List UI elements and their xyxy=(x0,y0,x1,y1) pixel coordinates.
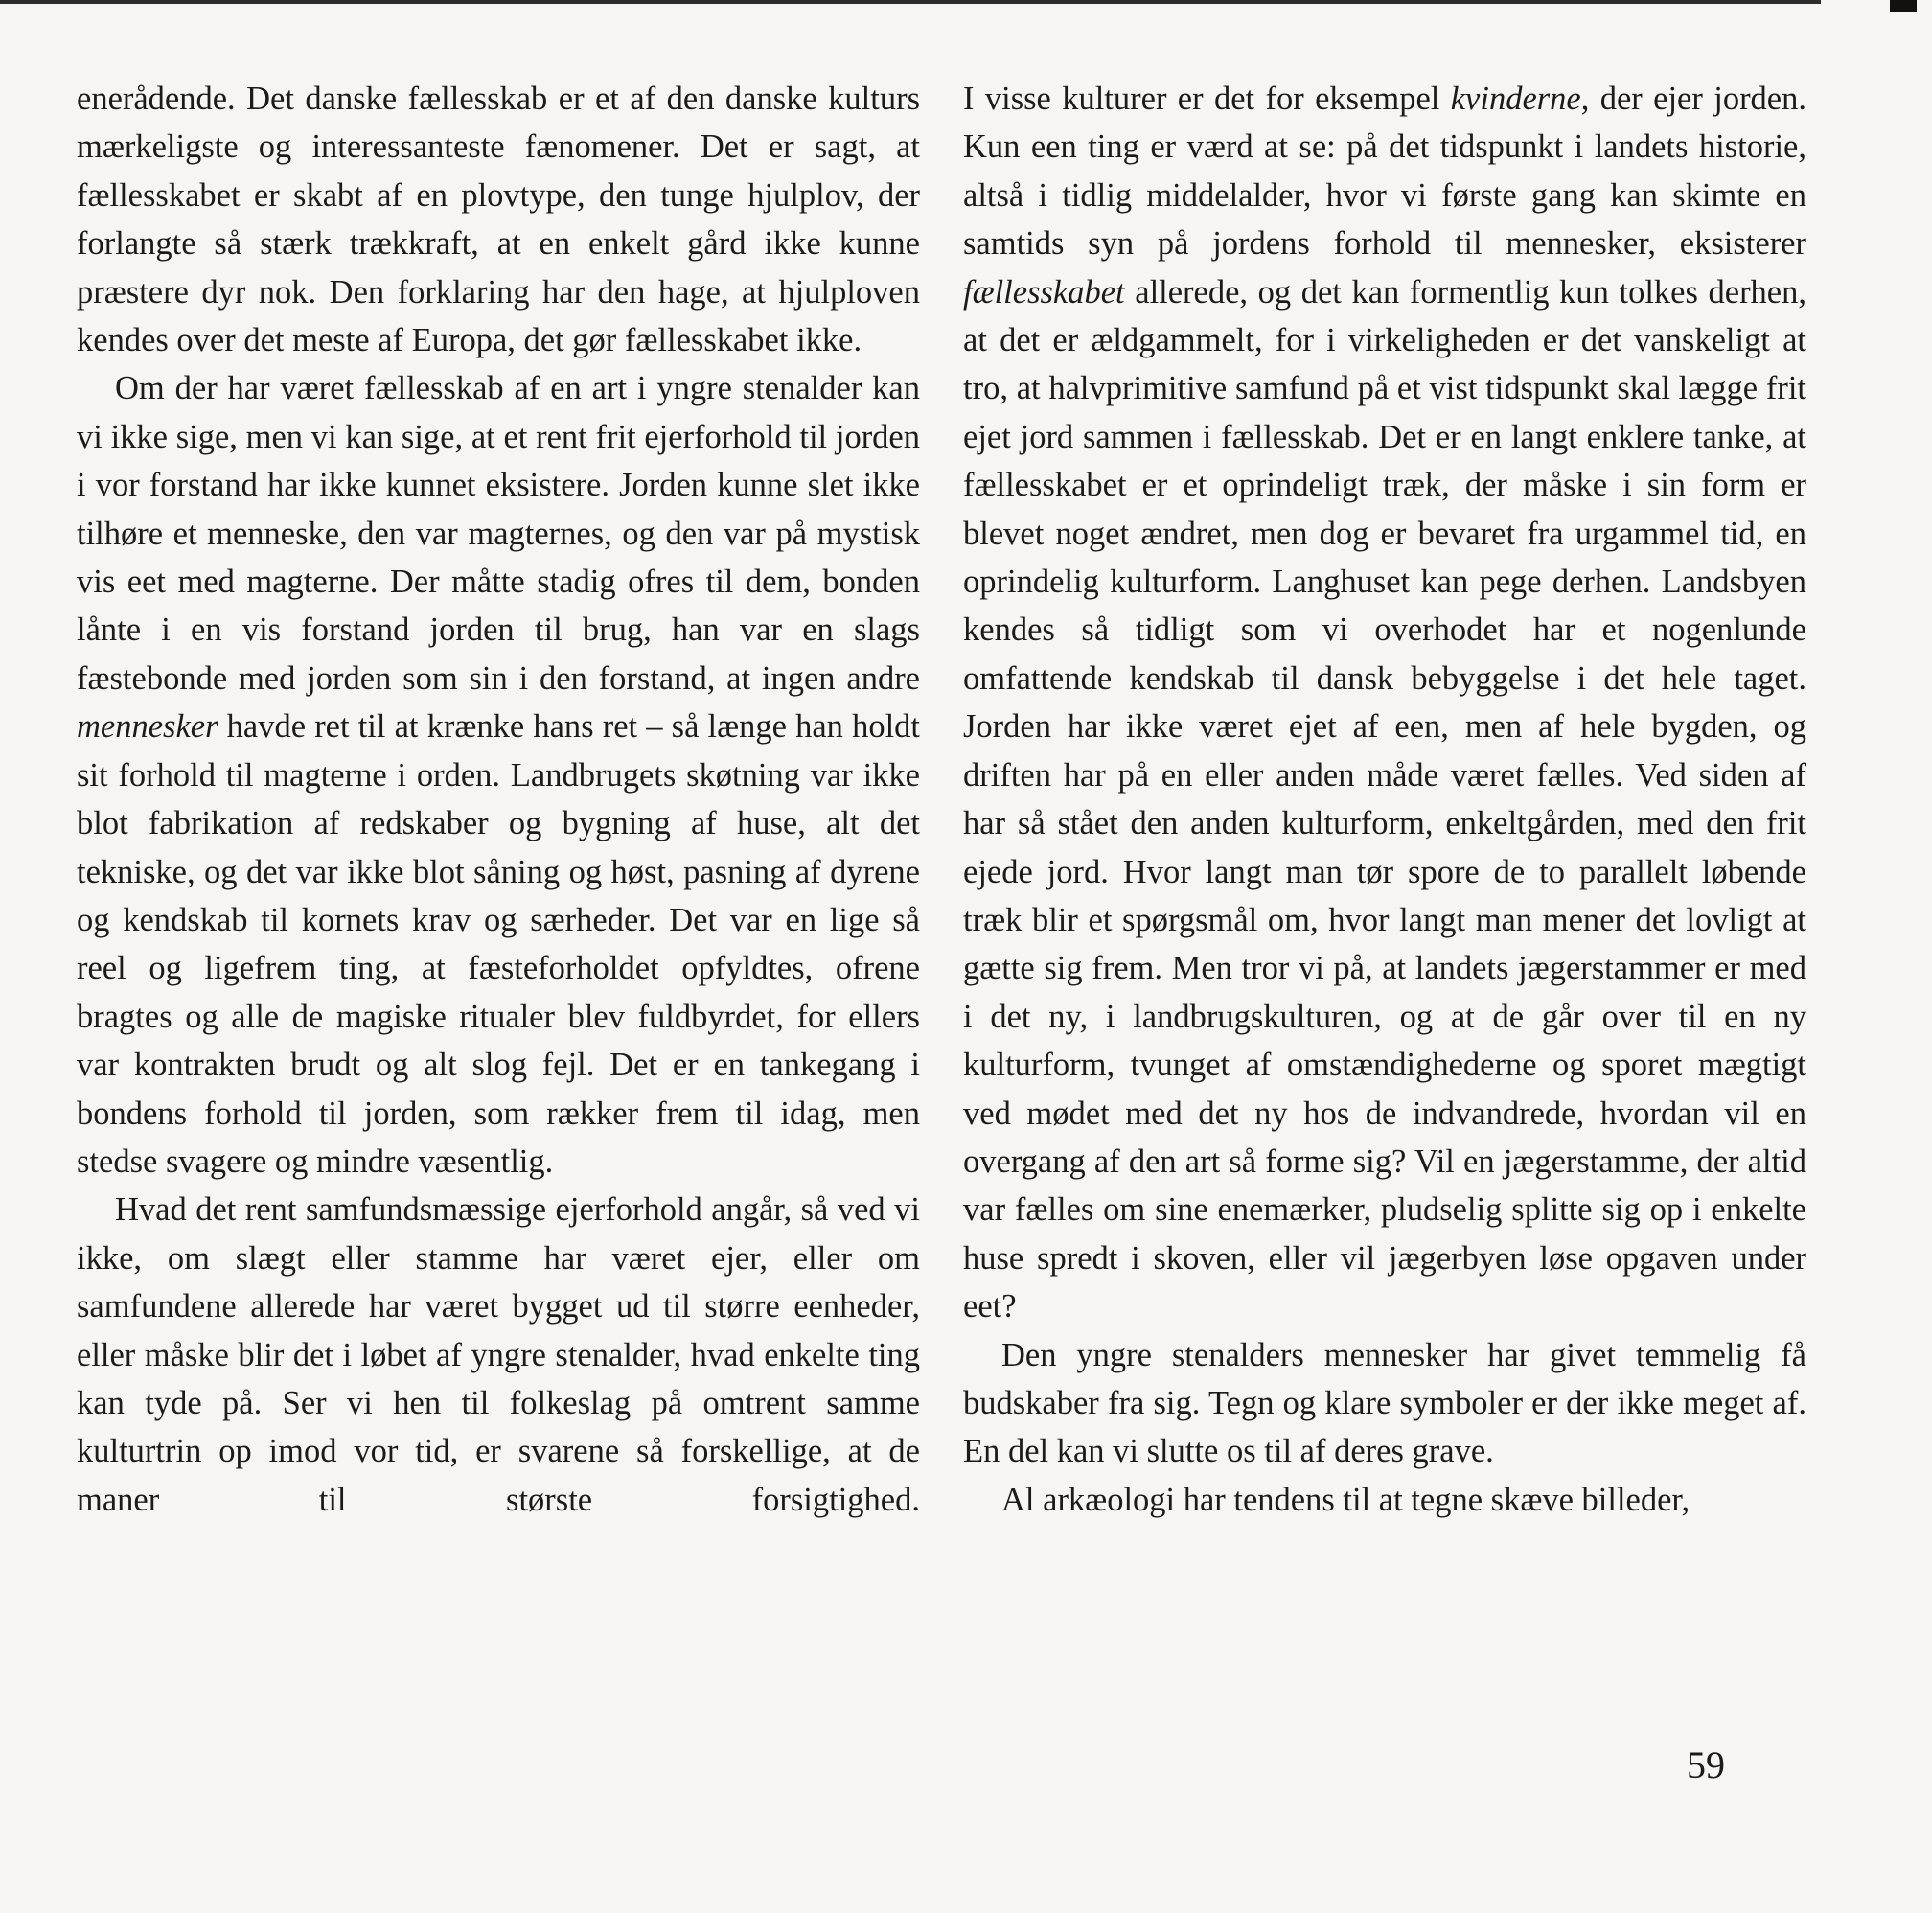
text-run: , der ejer jorden. Kun een ting er værd at se: på det tidspunkt i landets historie, altså i tidlig middelalder, hvor vi første gang kan skimte en samtids syn på jordens forhold til mennesker, eksisterer xyxy=(963,81,1806,263)
right-text-column xyxy=(963,75,1806,1524)
text-run: Hvad det rent samfundsmæssige ejerforhold angår, så ved vi ikke, om slægt eller stamme har været ejer, eller om samfundene allerede har været bygget ud til større eenheder, eller måske blir det i løbet af yngre stenalder, hvad enkelte ting kan tyde på. Ser vi hen til folkeslag på omtrent samme kulturtrin op imod vor tid, er svarene så forskellige, at de maner til største forsigtighed. xyxy=(77,1191,920,1518)
text-run: Al arkæologi har tendens til at tegne skæve billeder, xyxy=(1001,1481,1690,1518)
paragraph xyxy=(963,1476,1806,1524)
text-run: I visse kulturer er det for eksempel xyxy=(963,81,1451,117)
paragraph xyxy=(77,1186,920,1524)
text-run: Den yngre stenalders mennesker har givet temmelig få budskaber fra sig. Tegn og klare symboler er der ikke meget af. En del kan vi slutte os til af deres grave. xyxy=(963,1336,1806,1470)
italic-text-run: mennesker xyxy=(77,708,218,746)
text-run: Om der har været fællesskab af en art i yngre stenalder kan vi ikke sige, men vi kan sige, at et rent frit ejerforhold til jorden i vor forstand har ikke kunnet eksistere. Jorden kunne slet ikke tilhøre et menneske, den var magternes, og den var på mystisk vis eet med magterne. Der måtte stadig ofres til dem, bonden lånte i en vis forstand jorden til brug, han var en slags fæstebonde med jorden som sin i den forstand, at ingen andre xyxy=(77,370,920,697)
paragraph xyxy=(963,1331,1806,1476)
italic-text-run: kvinderne xyxy=(1450,81,1581,117)
italic-text-run: fællesskabet xyxy=(963,273,1125,311)
text-run: enerådende. Det danske fællesskab er et af den danske kulturs mærkeligste og interessanteste fænomener. Det er sagt, at fællesskabet er skabt af en plovtype, den tunge hjulplov, der forlangte så stærk trækkraft, at en enkelt gård ikke kunne præstere dyr nok. Den forklaring har den hage, at hjulploven kendes over det meste af Europa, det gør fællesskabet ikke. xyxy=(77,81,920,359)
page-number: 59 xyxy=(1687,1743,1725,1786)
text-run: havde ret til at krænke hans ret – så længe han holdt sit forhold til magterne i orden. Landbrugets skøtning var ikke blot fabrikation af redskaber og bygning af huse, alt det tekniske, og det var ikke blot såning og høst, pasning af dyrene og kendskab til kornets krav og særheder. Det var en lige så reel og ligefrem ting, at fæsteforholdet opfyldtes, ofrene bragtes og alle de magiske ritualer blev fuldbyrdet, for ellers var kontrakten brudt og alt slog fejl. Det er en tankegang i bondens forhold til jorden, som rækker frem til idag, men stedse svagere og mindre væsentlig. xyxy=(77,708,920,1180)
corner-mark xyxy=(1890,0,1917,12)
paragraph xyxy=(77,75,920,364)
text-run: allerede, og det kan formentlig kun tolkes derhen, at det er ældgammelt, for i virkeligheden er det vanskeligt at tro, at halvprimitive samfund på et vist tidspunkt skal lægge frit ejet jord sammen i fællesskab. Det er en langt enklere tanke, at fællesskabet er et oprindeligt træk, der måske i sin form er blevet noget ændret, men dog er bevaret fra urgammel tid, en oprindelig kulturform. Langhuset kan pege derhen. Landsbyen kendes så tidligt som vi overhodet har et nogenlunde omfattende kendskab til dansk bebyggelse i det hele taget. Jorden har ikke været ejet af een, men af hele bygden, og driften har på en eller anden måde været fælles. Ved siden af har så stået den anden kulturform, enkeltgården, med den frit ejede jord. Hvor langt man tør spore de to parallelt løbende træk blir et spørgsmål om, hvor langt man mener det lovligt at gætte sig frem. Men tror vi på, at landets jægerstammer er med i det ny, i landbrugskulturen, og at de går over til en ny kulturform, tvunget af omstændighederne og sporet mægtigt ved mødet med det ny hos de indvandrede, hvordan vil en overgang af den art så forme sig? Vil en jægerstamme, der altid var fælles om sine enemærker, pludselig splitte sig op i enkelte huse spredt i skoven, eller vil jægerbyen løse opgaven under eet? xyxy=(963,273,1806,1325)
paragraph xyxy=(963,75,1806,1331)
left-text-column xyxy=(77,75,920,1524)
paragraph xyxy=(77,364,920,1186)
top-edge-rule xyxy=(0,0,1821,4)
